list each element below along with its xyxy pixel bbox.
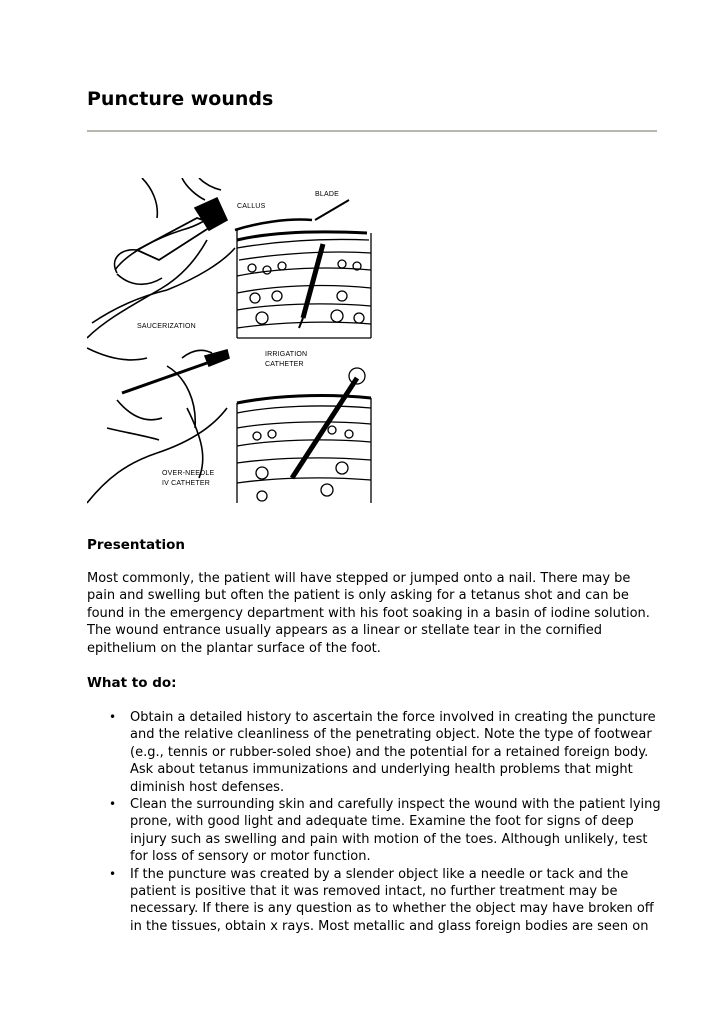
label-over-needle: OVER-NEEDLE bbox=[162, 470, 215, 477]
label-catheter: CATHETER bbox=[265, 361, 304, 368]
bullet-icon: • bbox=[109, 797, 117, 812]
what-to-do-list bbox=[87, 709, 667, 935]
page-title: Puncture wounds bbox=[87, 88, 274, 110]
title-divider bbox=[87, 130, 657, 132]
what-to-do-heading: What to do: bbox=[87, 675, 177, 691]
puncture-wound-illustration bbox=[87, 178, 377, 508]
label-iv-catheter: IV CATHETER bbox=[162, 480, 210, 487]
list-item: • If the puncture was created by a slender object like a needle or tack and the patient is positive that it was removed intact, no further treatment may be necessary. If there is any question as to whether the object may have broken off in the tissues, obtain x rays. Most metallic and glass foreign bodies are seen on bbox=[109, 866, 654, 934]
label-blade: BLADE bbox=[315, 191, 339, 198]
bullet-icon: • bbox=[109, 710, 117, 724]
presentation-paragraph: Most commonly, the patient will have stepped or jumped onto a nail. There may be pain and swelling but often the patient is only asking for a tetanus shot and can be found in the emergency department with his foot soaking in a basin of iodine solution. The wound entrance usually appears as a linear or stellate tear in the cornified epithelium on the plantar surface of the foot. bbox=[87, 571, 650, 656]
saucerization-drawing bbox=[87, 178, 235, 338]
bullet-icon: • bbox=[109, 866, 117, 881]
list-item: • Clean the surrounding skin and carefully inspect the wound with the patient lying prone, with good light and adequate time. Examine the foot for signs of deep injury such as swelling and pain with motion of the toes. Although unlikely, test for loss of sensory or motor function. bbox=[109, 797, 661, 865]
label-saucerization: SAUCERIZATION bbox=[137, 323, 196, 330]
tissue-section-bottom bbox=[237, 368, 371, 503]
list-item: • Obtain a detailed history to ascertain the force involved in creating the puncture and the relative cleanliness of the penetrating object. Note the type of footwear (e.g., tennis or rubber-soled shoe) and the potential for a retained foreign body. Ask about tetanus immunizations and underlying health problems that might diminish host defenses. bbox=[109, 710, 656, 795]
label-irrigation: IRRIGATION bbox=[265, 351, 308, 358]
label-callus: CALLUS bbox=[237, 203, 266, 210]
tissue-section-top bbox=[235, 200, 371, 338]
presentation-heading: Presentation bbox=[87, 537, 186, 553]
